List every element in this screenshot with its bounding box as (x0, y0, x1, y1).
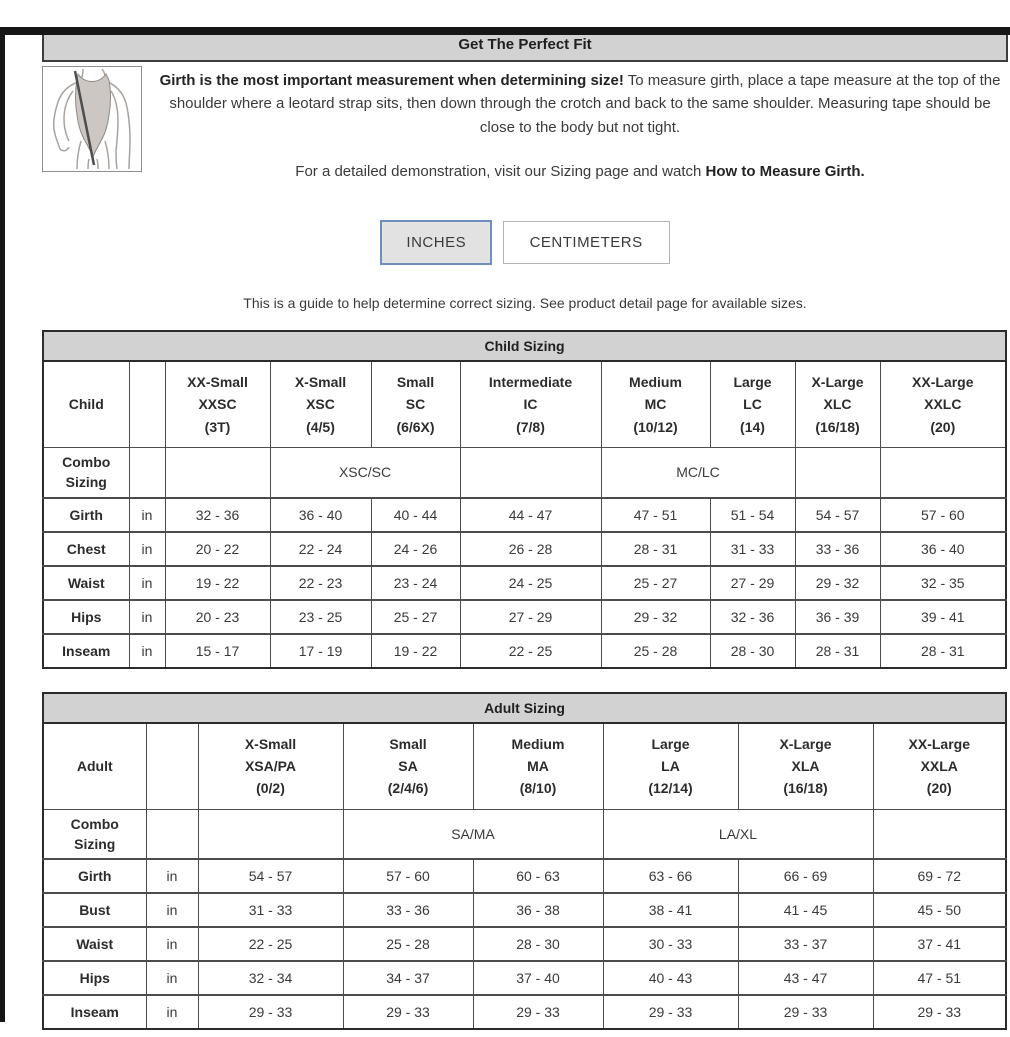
measurement-row (43, 927, 1006, 961)
size-range: (0/2) (256, 780, 285, 797)
measurement-value: 22 - 25 (460, 634, 601, 668)
combo-cell (795, 447, 880, 497)
measurement-value: 34 - 37 (343, 961, 473, 995)
group-label: Child (43, 361, 129, 448)
size-code: XSA/PA (244, 757, 297, 774)
combo-cell: XSC/SC (270, 447, 460, 497)
left-edge-strip (0, 35, 5, 1022)
size-code: XXLA (920, 757, 958, 774)
measurement-value: 37 - 40 (473, 961, 603, 995)
size-range: (14) (740, 418, 765, 435)
measurement-value: 40 - 44 (371, 498, 460, 532)
measurement-value: 25 - 28 (601, 634, 710, 668)
measurement-value: 51 - 54 (710, 498, 795, 532)
size-name: Small (389, 735, 427, 752)
measurement-value: 66 - 69 (738, 859, 873, 893)
measurement-value: 29 - 33 (198, 995, 343, 1029)
measurement-row (43, 532, 1006, 566)
size-column-header (601, 361, 710, 448)
measurement-value: 29 - 32 (795, 566, 880, 600)
combo-cell (198, 809, 343, 859)
size-header-row (43, 723, 1006, 810)
unit-toggle (42, 220, 1008, 265)
measurement-value: 29 - 33 (603, 995, 738, 1029)
measurement-value: 17 - 19 (270, 634, 371, 668)
measurement-label: Inseam (43, 634, 129, 668)
combo-cell: MC/LC (601, 447, 795, 497)
demo-instruction (152, 163, 1008, 180)
measurement-value: 25 - 27 (601, 566, 710, 600)
size-name: X-Large (779, 735, 832, 752)
measurement-value: 38 - 41 (603, 893, 738, 927)
size-column-header (270, 361, 371, 448)
unit-cell: in (129, 566, 165, 600)
combo-sizing-row (43, 447, 1006, 497)
girth-info-section (42, 66, 1008, 180)
page-title: Get The Perfect Fit (42, 27, 1008, 62)
measurement-value: 54 - 57 (795, 498, 880, 532)
measurement-label: Chest (43, 532, 129, 566)
measurement-value: 22 - 25 (198, 927, 343, 961)
measurement-value: 39 - 41 (880, 600, 1006, 634)
measurement-value: 47 - 51 (601, 498, 710, 532)
combo-cell: LA/XL (603, 809, 873, 859)
table-title-row (43, 693, 1006, 723)
combo-sizing-row (43, 809, 1006, 859)
size-name: XX-Large (912, 373, 974, 390)
size-column-header (371, 361, 460, 448)
measurement-value: 25 - 28 (343, 927, 473, 961)
measurement-value: 19 - 22 (371, 634, 460, 668)
measurement-label: Waist (43, 927, 146, 961)
size-range: (2/4/6) (387, 780, 429, 797)
size-range: (20) (930, 418, 956, 435)
size-column-header (603, 723, 738, 810)
unit-cell: in (146, 995, 198, 1029)
size-column-header (473, 723, 603, 810)
measurement-value: 15 - 17 (165, 634, 270, 668)
size-name: X-Large (811, 373, 864, 390)
measurement-value: 69 - 72 (873, 859, 1006, 893)
measurement-value: 32 - 36 (165, 498, 270, 532)
measurement-value: 43 - 47 (738, 961, 873, 995)
unit-cell: in (129, 532, 165, 566)
size-name: X-Small (244, 735, 297, 752)
measurement-value: 29 - 32 (601, 600, 710, 634)
measurement-value: 57 - 60 (880, 498, 1006, 532)
measurement-value: 32 - 34 (198, 961, 343, 995)
measurement-value: 32 - 35 (880, 566, 1006, 600)
combo-unit-empty (146, 809, 198, 859)
measurement-label: Hips (43, 961, 146, 995)
size-code: XXSC (198, 396, 237, 413)
size-code: XLC (823, 396, 852, 413)
unit-cell: in (146, 859, 198, 893)
measurement-value: 28 - 31 (880, 634, 1006, 668)
size-column-header (460, 361, 601, 448)
measurement-row (43, 566, 1006, 600)
measurement-value: 29 - 33 (343, 995, 473, 1029)
size-column-header (795, 361, 880, 448)
measurement-value: 23 - 24 (371, 566, 460, 600)
size-range: (3T) (204, 418, 231, 435)
size-code: LA (661, 757, 680, 774)
size-code: MA (527, 757, 549, 774)
measurement-value: 32 - 36 (710, 600, 795, 634)
measurement-value: 36 - 40 (880, 532, 1006, 566)
measurement-value: 33 - 36 (343, 893, 473, 927)
size-code: IC (523, 396, 538, 413)
unit-cell: in (146, 893, 198, 927)
size-name: Medium (629, 373, 682, 390)
measurement-label: Bust (43, 893, 146, 927)
combo-cell (873, 809, 1006, 859)
measurement-row (43, 961, 1006, 995)
size-code: XSC (306, 396, 335, 413)
measurement-value: 41 - 45 (738, 893, 873, 927)
combo-label: Combo Sizing (43, 809, 146, 859)
size-range: (8/10) (519, 780, 557, 797)
combo-cell (880, 447, 1006, 497)
measurement-value: 29 - 33 (873, 995, 1006, 1029)
size-range: (7/8) (516, 418, 545, 435)
measurement-value: 25 - 27 (371, 600, 460, 634)
measurement-value: 37 - 41 (873, 927, 1006, 961)
table-title-row (43, 331, 1006, 361)
size-name: Small (396, 373, 435, 390)
size-column-header (198, 723, 343, 810)
size-code: XXLC (924, 396, 962, 413)
combo-cell: SA/MA (343, 809, 603, 859)
size-guide-page (42, 27, 1008, 1030)
measurement-value: 45 - 50 (873, 893, 1006, 927)
measurement-row (43, 634, 1006, 668)
measurement-value: 31 - 33 (198, 893, 343, 927)
measurement-value: 36 - 40 (270, 498, 371, 532)
measurement-value: 60 - 63 (473, 859, 603, 893)
measurement-value: 30 - 33 (603, 927, 738, 961)
size-column-header (710, 361, 795, 448)
size-range: (10/12) (633, 418, 678, 435)
measurement-value: 22 - 24 (270, 532, 371, 566)
unit-cell: in (129, 634, 165, 668)
measurement-value: 28 - 30 (710, 634, 795, 668)
measurement-row (43, 893, 1006, 927)
measurement-value: 22 - 23 (270, 566, 371, 600)
measurement-value: 28 - 30 (473, 927, 603, 961)
measurement-value: 31 - 33 (710, 532, 795, 566)
size-column-header (343, 723, 473, 810)
size-column-header (873, 723, 1006, 810)
measurement-label: Girth (43, 498, 129, 532)
measurement-value: 57 - 60 (343, 859, 473, 893)
top-edge-strip (0, 27, 1010, 35)
combo-cell (460, 447, 601, 497)
measurement-value: 33 - 36 (795, 532, 880, 566)
size-code: LC (743, 396, 762, 413)
measurement-value: 36 - 38 (473, 893, 603, 927)
size-name: Intermediate (488, 373, 573, 390)
measurement-value: 23 - 25 (270, 600, 371, 634)
size-name: XX-Small (187, 373, 248, 390)
measurement-value: 54 - 57 (198, 859, 343, 893)
size-column-header (165, 361, 270, 448)
size-name: XX-Large (908, 735, 970, 752)
inches-button[interactable]: INCHES (380, 220, 492, 265)
table-title: Child Sizing (43, 331, 1006, 361)
measurement-label: Hips (43, 600, 129, 634)
size-name: Large (733, 373, 772, 390)
girth-intro-bold: Girth is the most important measurement when determining size! (159, 72, 624, 89)
size-range: (20) (926, 780, 952, 797)
measurement-value: 27 - 29 (710, 566, 795, 600)
size-range: (16/18) (783, 780, 828, 797)
measurement-label: Girth (43, 859, 146, 893)
size-range: (12/14) (648, 780, 693, 797)
measurement-value: 47 - 51 (873, 961, 1006, 995)
measurement-value: 28 - 31 (795, 634, 880, 668)
size-name: Medium (511, 735, 565, 752)
size-code: SA (398, 757, 418, 774)
size-code: SC (405, 396, 426, 413)
group-label: Adult (43, 723, 146, 810)
unit-cell: in (146, 927, 198, 961)
size-range: (16/18) (815, 418, 860, 435)
measurement-label: Waist (43, 566, 129, 600)
size-header-row (43, 361, 1006, 448)
size-range: (4/5) (306, 418, 335, 435)
measurement-value: 20 - 22 (165, 532, 270, 566)
adult-sizing-table (42, 692, 1007, 1031)
measurement-value: 26 - 28 (460, 532, 601, 566)
measurement-value: 20 - 23 (165, 600, 270, 634)
sizing-note: This is a guide to help determine correct sizing. See product detail page for available sizes. (243, 294, 807, 311)
measurement-value: 19 - 22 (165, 566, 270, 600)
unit-header-empty (146, 723, 198, 810)
unit-cell: in (146, 961, 198, 995)
size-range: (6/6X) (396, 418, 435, 435)
demo-prefix: For a detailed demonstration, visit our Sizing page and watch (295, 162, 706, 180)
unit-cell: in (129, 498, 165, 532)
demo-bold: How to Measure Girth. (705, 162, 865, 180)
child-sizing-table (42, 330, 1007, 669)
centimeters-button[interactable]: CENTIMETERS (503, 221, 670, 264)
girth-intro-text (152, 66, 1008, 139)
size-code: MC (644, 396, 667, 413)
measurement-row (43, 498, 1006, 532)
size-code: XLA (791, 757, 820, 774)
measurement-row (43, 600, 1006, 634)
unit-header-empty (129, 361, 165, 448)
size-name: X-Small (294, 373, 347, 390)
measurement-row (43, 995, 1006, 1029)
measurement-label: Inseam (43, 995, 146, 1029)
measurement-row (43, 859, 1006, 893)
measurement-value: 36 - 39 (795, 600, 880, 634)
leotard-figure-icon (45, 69, 139, 169)
combo-unit-empty (129, 447, 165, 497)
size-column-header (880, 361, 1006, 448)
combo-label: Combo Sizing (43, 447, 129, 497)
girth-text-column (152, 66, 1008, 180)
unit-cell: in (129, 600, 165, 634)
size-column-header (738, 723, 873, 810)
measurement-value: 29 - 33 (473, 995, 603, 1029)
measurement-value: 28 - 31 (601, 532, 710, 566)
measurement-value: 40 - 43 (603, 961, 738, 995)
size-name: Large (651, 735, 690, 752)
combo-cell (165, 447, 270, 497)
measurement-value: 44 - 47 (460, 498, 601, 532)
leotard-illustration (42, 66, 142, 172)
girth-intro-rest: To measure girth, place a tape measure at the top of the shoulder where a leotard strap sits, then down through the crotch and back to the same shoulder. Measuring tape should be close to the body but not tight. (169, 72, 1001, 136)
table-title: Adult Sizing (43, 693, 1006, 723)
measurement-value: 27 - 29 (460, 600, 601, 634)
measurement-value: 33 - 37 (738, 927, 873, 961)
measurement-value: 29 - 33 (738, 995, 873, 1029)
measurement-value: 63 - 66 (603, 859, 738, 893)
measurement-value: 24 - 26 (371, 532, 460, 566)
measurement-value: 24 - 25 (460, 566, 601, 600)
